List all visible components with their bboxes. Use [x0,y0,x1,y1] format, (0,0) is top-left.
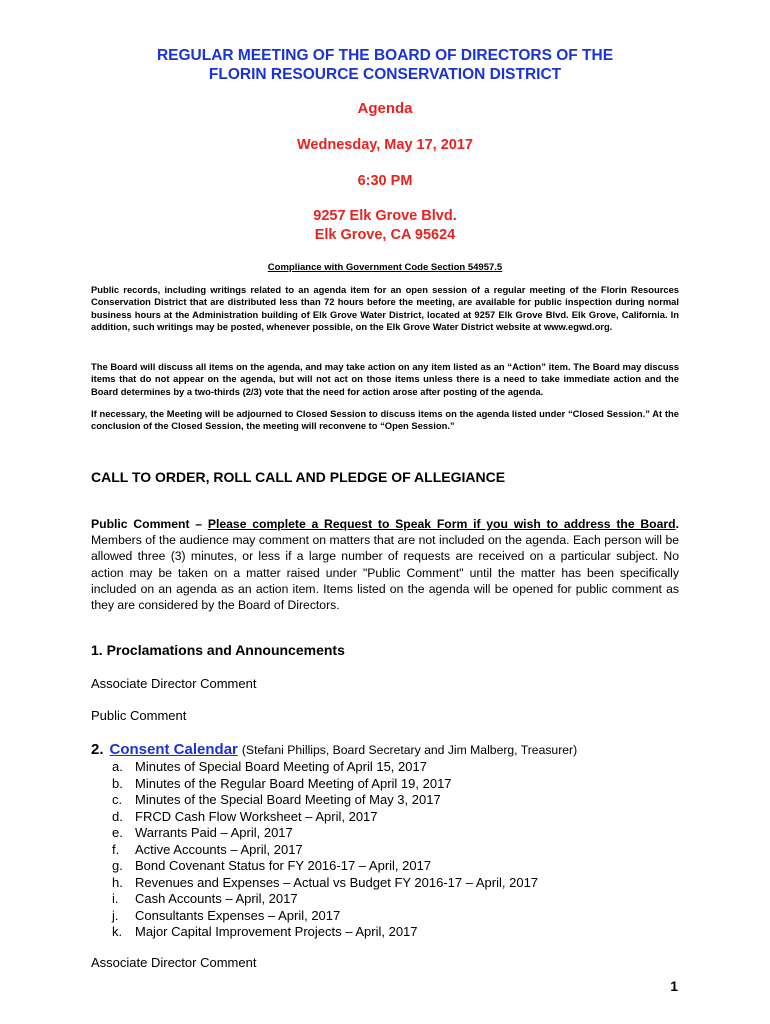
meeting-title [0,46,770,84]
list-item-text: Major Capital Improvement Projects – April, 2017 [135,924,418,939]
list-item-letter: c. [112,792,123,807]
item1-public-comment: Public Comment [91,708,187,723]
public-comment-label: Public Comment – [91,517,208,531]
list-item-letter: a. [112,759,123,774]
list-item-text: Minutes of Special Board Meeting of April 15, 2017 [135,759,427,774]
list-item [112,842,538,859]
public-comment-paragraph [91,516,679,613]
closed-session-paragraph: If necessary, the Meeting will be adjourned to Closed Session to discuss items on the agenda listed under “Closed Session.” At the conclusion of the Closed Session, the meeting will reconvene to “Open Session.” [91,408,679,432]
consent-calendar-link[interactable]: Consent Calendar [109,741,238,758]
list-item-letter: g. [112,858,123,873]
address-line2: Elk Grove, CA 95624 [314,227,456,243]
list-item-text: Minutes of the Special Board Meeting of May 3, 2017 [135,792,441,807]
list-item-text: Active Accounts – April, 2017 [135,841,303,857]
meeting-title-line1: REGULAR MEETING OF THE BOARD OF DIRECTORS OF THE [156,47,614,64]
call-to-order-heading: CALL TO ORDER, ROLL CALL AND PLEDGE OF ALLEGIANCE [91,469,506,485]
list-item [112,875,538,892]
list-item [112,908,538,925]
list-item-text: Revenues and Expenses – Actual vs Budget FY 2016-17 – April, 2017 [135,874,539,890]
list-item-letter: i. [112,891,119,906]
agenda-heading: Agenda [357,100,413,117]
meeting-title-line2: FLORIN RESOURCE CONSERVATION DISTRICT [208,66,562,83]
list-item-letter: k. [112,924,123,939]
item1-heading: 1. Proclamations and Announcements [91,642,345,658]
list-item-text: FRCD Cash Flow Worksheet – April, 2017 [135,808,378,824]
meeting-date: Wednesday, May 17, 2017 [297,137,473,153]
public-records-paragraph: Public records, including writings related to an agenda item for an open session of a regular meeting of the Florin Resources Conservation District that are distributed less than 72 hours before the meeting, are available for public inspection during normal business hours at the Administration building of Elk Grove Water District, located at 9257 Elk Grove Blvd. Elk Grove, California. In addition, such writings may be posted, whenever possible, on the Elk Grove Water District website at www.egwd.org. [91,284,679,333]
public-comment-period: . [675,517,679,531]
address-line1: 9257 Elk Grove Blvd. [313,208,457,224]
list-item-letter: j. [112,907,119,923]
item2-number: 2. [91,741,104,758]
list-item-text: Bond Covenant Status for FY 2016-17 – April, 2017 [135,858,432,873]
list-item-letter: h. [112,874,123,890]
list-item [112,858,538,875]
list-item-text: Cash Accounts – April, 2017 [135,891,298,906]
item2-associate-comment: Associate Director Comment [91,955,257,970]
list-item-text: Consultants Expenses – April, 2017 [135,907,341,923]
item1-associate-comment: Associate Director Comment [91,676,257,691]
list-item-text: Warrants Paid – April, 2017 [135,825,293,840]
list-item [112,792,538,809]
compliance-heading: Compliance with Government Code Section 54957.5 [267,262,503,273]
meeting-time: 6:30 PM [357,173,413,189]
list-item-text: Minutes of the Regular Board Meeting of April 19, 2017 [135,775,452,791]
list-item [112,891,538,908]
item2-heading [91,741,577,758]
list-item [112,809,538,826]
consent-calendar-list [112,759,538,941]
page-number: 1 [670,978,678,994]
list-item [112,759,538,776]
list-item [112,924,538,941]
meeting-address [0,207,770,245]
consent-calendar-note: (Stefani Phillips, Board Secretary and Jim Malberg, Treasurer) [241,743,578,757]
list-item-letter: f. [112,841,120,857]
public-comment-body: Members of the audience may comment on matters that are not included on the agenda. Each person will be allowed three (3) minutes, or less if a large number of requests are received on a particular subject. No action may be taken on a matter raised under "Public Comment" until the matter has been specifically included on an agenda as an action item. Items listed on the agenda will be opened for public comment as they are considered by the Board of Directors. [91,533,679,613]
request-to-speak-link[interactable]: Please complete a Request to Speak Form if you wish to address the Board [207,517,676,531]
list-item-letter: b. [112,775,123,791]
list-item [112,776,538,793]
list-item [112,825,538,842]
list-item-letter: e. [112,825,123,840]
board-discussion-paragraph: The Board will discuss all items on the agenda, and may take action on any item listed as an “Action” item. The Board may discuss items that do not appear on the agenda, but will not act on those items unless there is a need to take immediate action and the Board determines by a two-thirds (2/3) vote that the need for action arose after posting of the agenda. [91,361,679,397]
list-item-letter: d. [112,808,123,824]
